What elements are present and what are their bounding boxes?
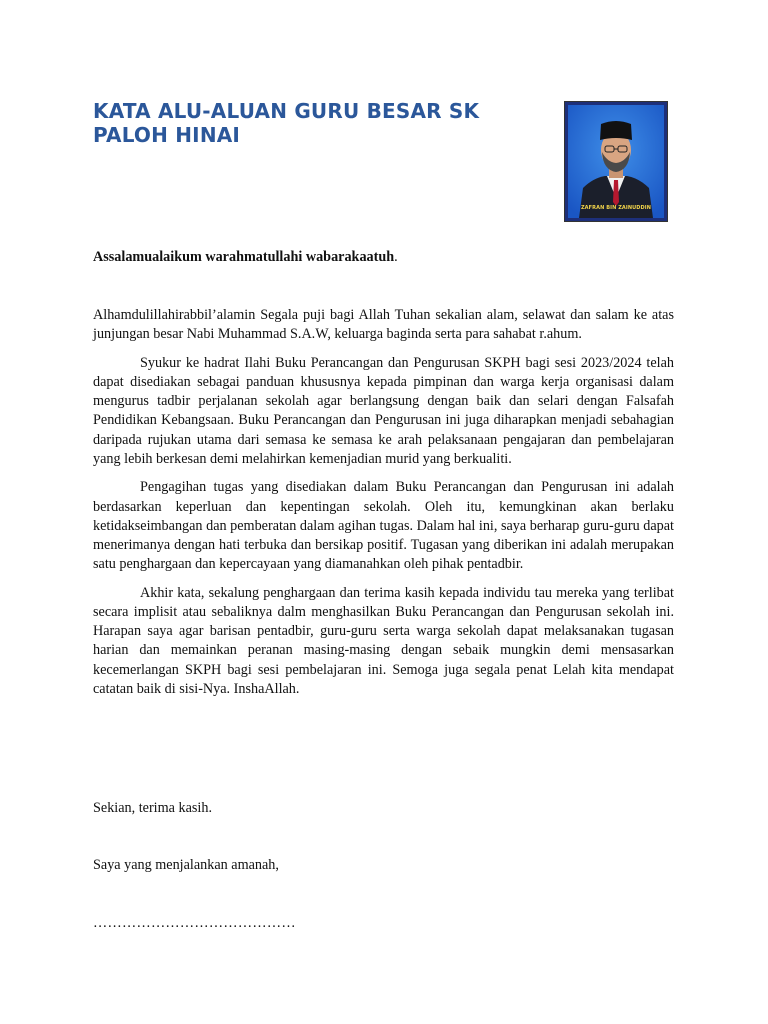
- greeting-punctuation: .: [394, 249, 398, 265]
- greeting-text: Assalamualaikum warahmatullahi wabarakaatuh: [93, 249, 395, 265]
- signoff-line: Saya yang menjalankan amanah,: [93, 857, 279, 873]
- greeting: [93, 249, 398, 266]
- letter-body: [93, 306, 674, 708]
- page-title: KATA ALU-ALUAN GURU BESAR SK PALOH HINAI: [93, 99, 480, 147]
- portrait-photo: [565, 102, 667, 221]
- paragraph-closing-remarks: Akhir kata, sekalung penghargaan dan terima kasih kepada individu tau mereka yang terlibat secara implisit atau sebaliknya dalm menghasilkan Buku Perancangan dan Pengurusan sekolah ini. Harapan saya agar barisan pentadbir, guru-guru serta warga sekolah dapat melaksanakan tugasan harian dan memainkan peranan masing-masing dengan sebaik mungkin demi mensasarkan kecemerlangan SKPH bagi sesi pembelajaran ini. Semoga juga segala penat Lelah kita mendapat catatan baik di sisi-Nya. InshaAllah.: [93, 584, 674, 697]
- headmaster-portrait: [564, 101, 668, 222]
- closing-line: Sekian, terima kasih.: [93, 800, 212, 816]
- signature-line: ……………………………………: [93, 915, 296, 931]
- paragraph-gratitude: Syukur ke hadrat Ilahi Buku Perancangan dan Pengurusan SKPH bagi sesi 2023/2024 telah dapat disediakan sebagai panduan khususnya kepada pimpinan dan warga kerja organisasi dalam mengurus tadbir perjalanan sekolah agar berlangsung dengan baik dan selari dengan Falsafah Pendidikan Kebangsaan. Buku Perancangan dan Pengurusan ini juga diharapkan menjadi sebahagian daripada rujukan utama dari semasa ke semasa ke arah pelaksanaan pengajaran dan pembelajaran yang lebih berkesan demi melahirkan kemenjadian murid yang berkualiti.: [93, 354, 674, 467]
- paragraph-task-distribution: Pengagihan tugas yang disediakan dalam Buku Perancangan dan Pengurusan ini adalah berdasarkan keperluan dan kepentingan sekolah. Oleh itu, kemungkinan akan berlaku ketidakseimbangan dan pemberatan dalam agihan tugas. Dalam hal ini, saya berharap guru-guru dapat menerimanya dengan hati terbuka dan bersikap positif. Tugasan yang diberikan ini adalah merupakan satu penghargaan dan kepercayaan yang diamanahkan oleh pihak pentadbir.: [93, 479, 674, 573]
- paragraph-opening: Alhamdulillahirabbil’alamin Segala puji bagi Allah Tuhan sekalian alam, selawat dan salam ke atas junjungan besar Nabi Muhammad S.A.W, keluarga baginda serta para sahabat r.ahum.: [93, 307, 674, 343]
- portrait-caption: ZAFRAN BIN ZAINUDDIN: [580, 205, 652, 211]
